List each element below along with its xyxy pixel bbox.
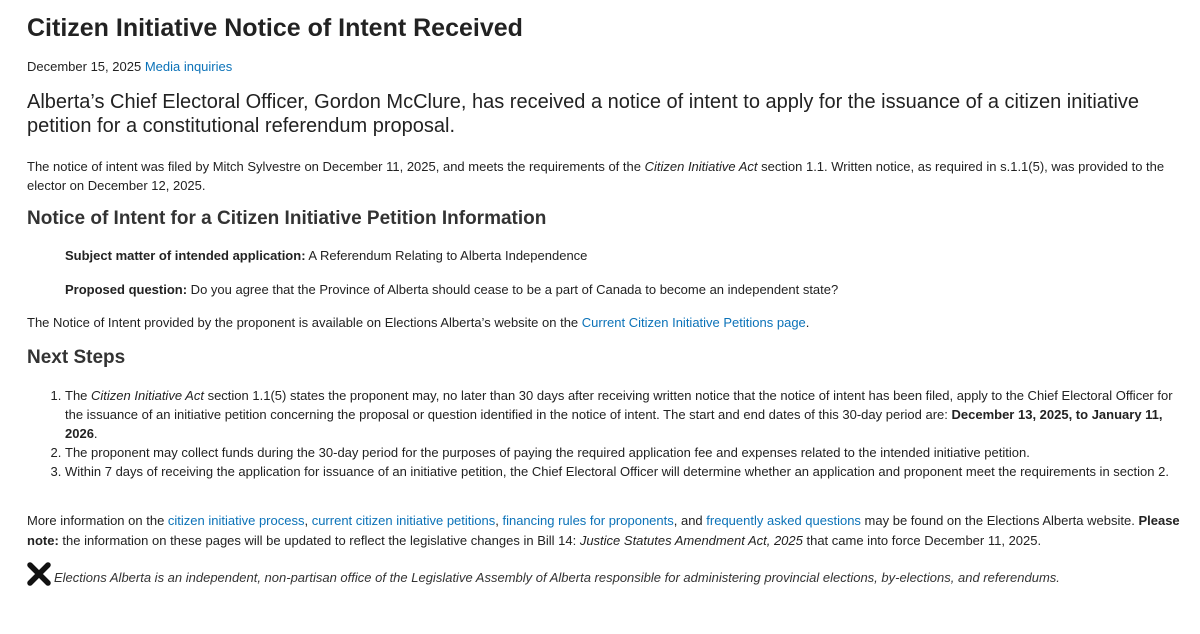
availability-end: .	[805, 315, 810, 330]
question-value: Do you agree that the Province of Alberta should cease to be a part of Canada to become an independent state?	[187, 282, 839, 297]
separator: ,	[304, 513, 312, 528]
step-text: section 1.1(5) states the proponent may, no later than 30 days after receiving written notice that the notice of intent has been filed, apply to the Chief Electoral Officer for the issuance of an initiative petition concerning the proposal or question identified in the notice of intent. The start and end dates of this 30-day period are:	[65, 388, 1173, 422]
page-title: Citizen Initiative Notice of Intent Received	[27, 14, 523, 42]
financing-rules-link[interactable]: financing rules for proponents	[502, 513, 674, 528]
media-inquiries-link[interactable]: Media inquiries	[144, 59, 233, 74]
list-item: 3. Within 7 days of receiving the application for issuance of an initiative petition, the Chief Electoral Officer will determine whether an application and proponent meet the requirements in section 2.	[65, 462, 1183, 481]
next-steps-list	[27, 386, 1183, 481]
section-heading-next-steps: Next Steps	[27, 347, 126, 368]
act-name: Citizen Initiative Act	[91, 388, 204, 403]
period-dates: December 13, 2025, to January 11, 2026	[65, 407, 1163, 441]
more-info-text: More information on the	[27, 513, 168, 528]
availability-text: The Notice of Intent provided by the proponent is available on Elections Alberta’s website on the	[27, 315, 582, 330]
subject-value: A Referendum Relating to Alberta Independence	[305, 248, 588, 263]
footer-text: Elections Alberta is an independent, non-partisan office of the Legislative Assembly of Alberta responsible for administering provincial elections, by-elections, and referendums.	[54, 569, 1060, 585]
list-item: 2. The proponent may collect funds during the 30-day period for the purposes of paying the required application fee and expenses related to the intended initiative petition.	[65, 443, 1183, 462]
lede-paragraph: Alberta’s Chief Electoral Officer, Gordon McClure, has received a notice of intent to apply for the issuance of a citizen initiative petition for a constitutional referendum proposal.	[27, 91, 1140, 137]
current-petitions-page-link[interactable]: Current Citizen Initiative Petitions page	[581, 315, 806, 330]
subject-matter	[65, 248, 587, 263]
citizen-initiative-process-link[interactable]: citizen initiative process	[167, 513, 305, 528]
publish-date: December 15, 2025	[27, 59, 142, 74]
intro-paragraph	[27, 157, 1183, 195]
list-item	[65, 386, 1183, 443]
act-name: Citizen Initiative Act	[644, 159, 758, 174]
proposed-question	[65, 282, 838, 297]
step-text-end: .	[93, 426, 98, 441]
bill-title: Justice Statutes Amendment Act, 2025	[579, 533, 803, 548]
footer-boilerplate	[27, 562, 1183, 586]
step-text: The	[65, 388, 92, 403]
faq-link[interactable]: frequently asked questions	[706, 513, 861, 528]
question-label: Proposed question:	[65, 282, 188, 297]
current-petitions-link[interactable]: current citizen initiative petitions	[311, 513, 496, 528]
more-info-paragraph	[27, 511, 1183, 551]
more-info-text: may be found on the Elections Alberta website.	[860, 513, 1139, 528]
separator: ,	[495, 513, 503, 528]
intro-text-end: section 1.1. Written notice, as required in s.1.1(5), was provided to the elector on December 12, 2025.	[27, 159, 1165, 193]
dateline	[27, 59, 232, 74]
separator: , and	[673, 513, 707, 528]
note-text: the information on these pages will be updated to reflect the legislative changes in Bill 14:	[58, 533, 580, 548]
subject-label: Subject matter of intended application:	[65, 248, 306, 263]
x-mark-icon	[27, 562, 51, 586]
section-heading-petition-info: Notice of Intent for a Citizen Initiative Petition Information	[27, 208, 547, 229]
availability-paragraph	[27, 315, 809, 330]
note-label: Please note:	[27, 513, 1180, 548]
note-text-end: that came into force December 11, 2025.	[802, 533, 1042, 548]
intro-text: The notice of intent was filed by Mitch Sylvestre on December 11, 2025, and meets the requirements of the	[27, 159, 645, 174]
